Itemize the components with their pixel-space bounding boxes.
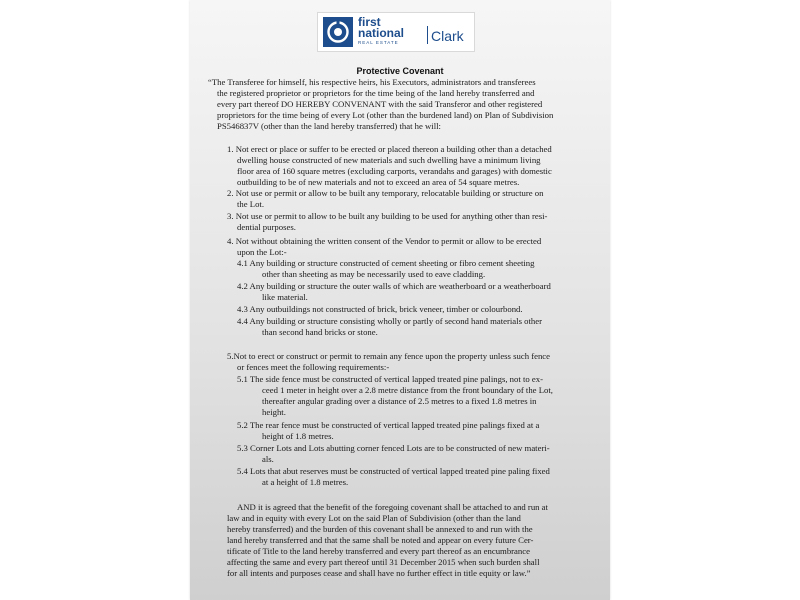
clause-4-3-line: 4.3 Any outbuildings not constructed of brick, brick veneer, timber or colourbond. [237,304,523,314]
document-page [190,0,610,600]
clause-5-4-line: at a height of 1.8 metres. [262,477,349,487]
clause-1-line: 1. Not erect or place or suffer to be erected or placed thereon a building other than a detached [227,144,552,154]
logo-national-text: national [358,26,405,40]
clause-5-1-line: height. [262,407,286,417]
closing-line: hereby transferred) and the burden of this covenant shall be annexed to and run with the [227,524,533,534]
clause-4-2-line: like material. [262,292,308,302]
logo-first-text: first [358,15,381,29]
logo-real-estate-text: REAL ESTATE [358,40,399,45]
clause-5-2-line: 5.2 The rear fence must be constructed of vertical lapped treated pine palings fixed at a [237,420,540,430]
clause-2-line: 2. Not use or permit or allow to be built any temporary, relocatable building or structure on [227,188,544,198]
clause-5-line: or fences meet the following requirements:- [237,362,390,372]
document-title: Protective Covenant [356,66,444,76]
clause-3-line: dential purposes. [237,222,296,232]
clause-2-line: the Lot. [237,199,265,209]
clause-4-line: upon the Lot:- [237,247,287,257]
closing-line: AND it is agreed that the benefit of the foregoing covenant shall be attached to and run at [237,502,548,512]
clause-1-line: floor area of 160 square metres (excluding carports, verandahs and garages) with domestic [237,166,552,176]
closing-line: affecting the same and every part thereof until 31 December 2015 when such burden shall [227,557,540,567]
clause-5-4-line: 5.4 Lots that abut reserves must be constructed of vertical lapped treated pine paling fixed [237,466,550,476]
clause-4-line: 4. Not without obtaining the written consent of the Vendor to permit or allow to be erected [227,236,542,246]
logo-clark-text: Clark [431,28,464,44]
closing-line: for all intents and purposes cease and shall have no further effect in title equity or law.” [227,568,531,578]
clause-5-3-line: als. [262,454,274,464]
clause-4-1-line: 4.1 Any building or structure constructed of cement sheeting or fibro cement sheeting [237,258,535,268]
first-national-clark-logo [317,12,475,52]
intro-line: every part thereof DO HEREBY CONVENANT with the said Transferor and other registered [217,99,543,109]
clause-1-line: dwelling house constructed of new materials and such dwelling have a minimum living [237,155,541,165]
closing-line: land hereby transferred and that the same shall be noted and appear on every future Cer- [227,535,534,545]
closing-line: tificate of Title to the land hereby transferred and every part thereof as an encumbrance [227,546,530,556]
clause-5-1-line: 5.1 The side fence must be constructed of vertical lapped treated pine palings, not to ex- [237,374,543,384]
closing-line: law and in equity with every Lot on the said Plan of Subdivision (other than the land [227,513,521,523]
logo-divider [427,26,428,44]
clause-5-1-line: ceed 1 meter in height over a 2.8 metre distance from the front boundary of the Lot, [262,385,553,395]
clause-5-2-line: height of 1.8 metres. [262,431,334,441]
clause-4-4-line: 4.4 Any building or structure consisting wholly or partly of second hand materials other [237,316,542,326]
intro-line: proprietors for the time being of every Lot (other than the burdened land) on Plan of Subdivision [217,110,554,120]
first-national-emblem-icon [323,17,353,47]
clause-5-1-line: thereafter angular grading over a distance of 2.5 metres to a fixed 1.8 metres in [262,396,537,406]
clause-5-line: 5.Not to erect or construct or permit to remain any fence upon the property unless such fence [227,351,551,361]
clause-5-3-line: 5.3 Corner Lots and Lots abutting corner fenced Lots are to be constructed of new materi- [237,443,550,453]
clause-1-line: outbuilding to be of new materials and not to exceed an area of 54 square metres. [237,177,520,187]
intro-line: PS546837V (other than the land hereby transferred) that he will: [217,121,441,131]
intro-line: “The Transferee for himself, his respective heirs, his Executors, administrators and transferees [208,77,536,87]
intro-line: the registered proprietor or proprietors for the time being of the land hereby transferred and [217,88,535,98]
clause-3-line: 3. Not use or permit to allow to be built any building to be used for anything other than resi- [227,211,548,221]
clause-4-1-line: other than sheeting as may be necessarily used to eave cladding. [262,269,486,279]
clause-4-2-line: 4.2 Any building or structure the outer walls of which are weatherboard or a weatherboard [237,281,551,291]
clause-4-4-line: than second hand bricks or stone. [262,327,378,337]
